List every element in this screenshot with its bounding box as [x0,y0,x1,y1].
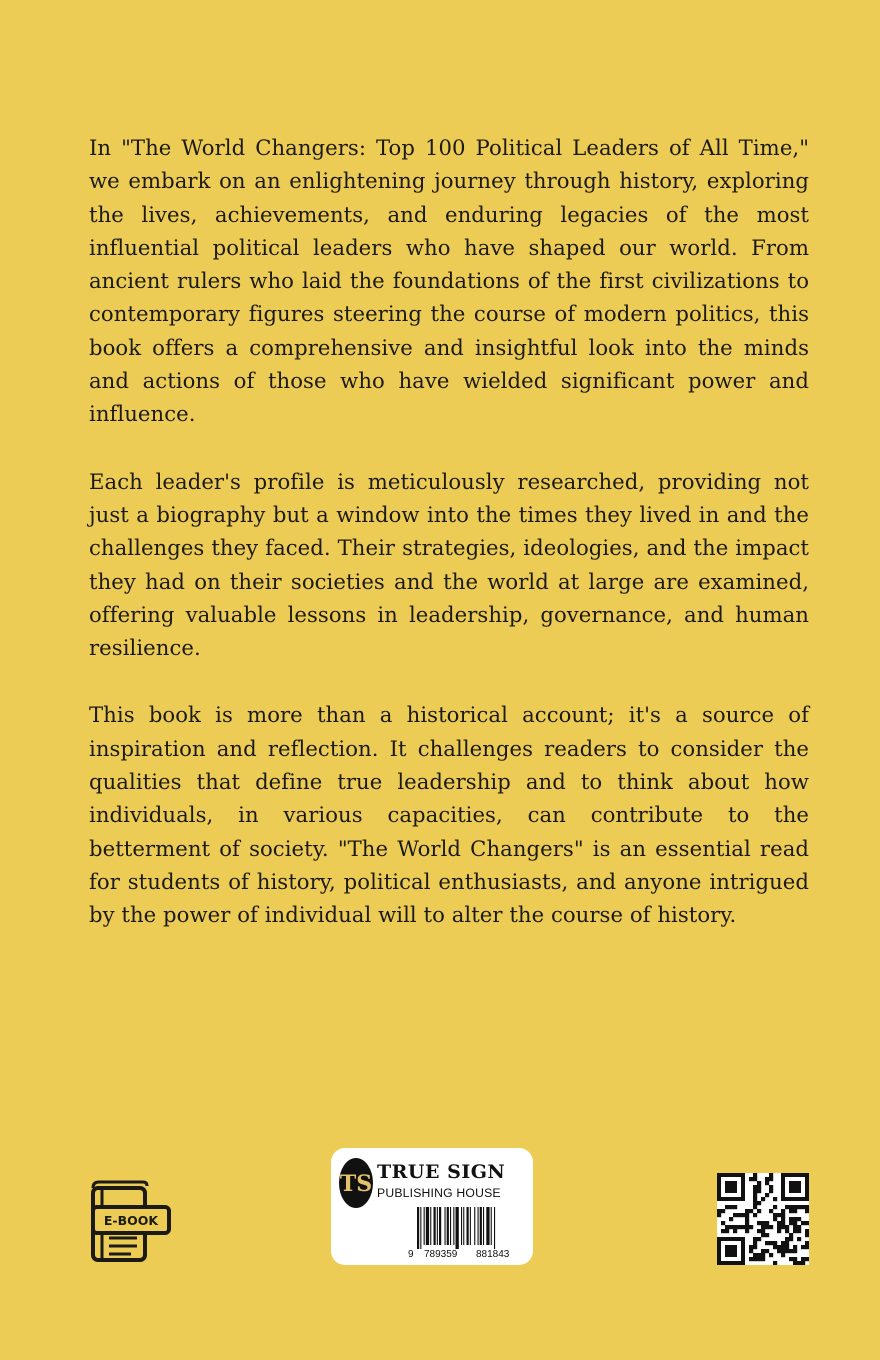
ebook-label: E-BOOK [103,1213,159,1228]
isbn-group-2: 881843 [476,1249,510,1260]
isbn-prefix: 9 [408,1249,414,1260]
publisher-isbn-panel [331,1148,533,1265]
blurb-paragraph-2: Each leader's profile is meticulously researched, providing not just a biography but a window into the times they lived in and the challenges they faced. Their strategies, ideologies, and the impact they had on their societies and the world at large are examined, offering valuable lessons in leadership, governance, and human resilience. [89,468,809,661]
blurb-paragraph-3: This book is more than a historical account; it's a source of inspiration and reflection. It challenges readers to consider the qualities that define true leadership and to think about how individuals, in various capacities, can contribute to the betterment of society. "The World Changers" is an essential read for students of history, political enthusiasts, and anyone intrigued by the power of individual will to alter the course of history. [89,702,809,928]
isbn-group-1: 789359 [424,1249,458,1260]
publisher-logo-letters: TS [339,1171,373,1197]
blurb-paragraph-1: In "The World Changers: Top 100 Political Leaders of All Time," we embark on an enlightening journey through history, exploring the lives, achievements, and enduring legacies of the most influential political leaders who have shaped our world. From ancient rulers who laid the foundations of the first civilizations to contemporary figures steering the course of modern politics, this book offers a comprehensive and insightful look into the minds and actions of those who have wielded significant power and influence. [89,135,809,427]
barcode [417,1207,523,1249]
publisher-subtitle: PUBLISHING HOUSE [377,1186,501,1200]
publisher-logo-icon [339,1158,373,1208]
publisher-name: TRUE SIGN [377,1161,506,1183]
back-cover-blurb [89,131,809,966]
isbn-number [331,1249,533,1261]
qr-code [717,1173,809,1265]
ebook-icon [87,1180,173,1266]
